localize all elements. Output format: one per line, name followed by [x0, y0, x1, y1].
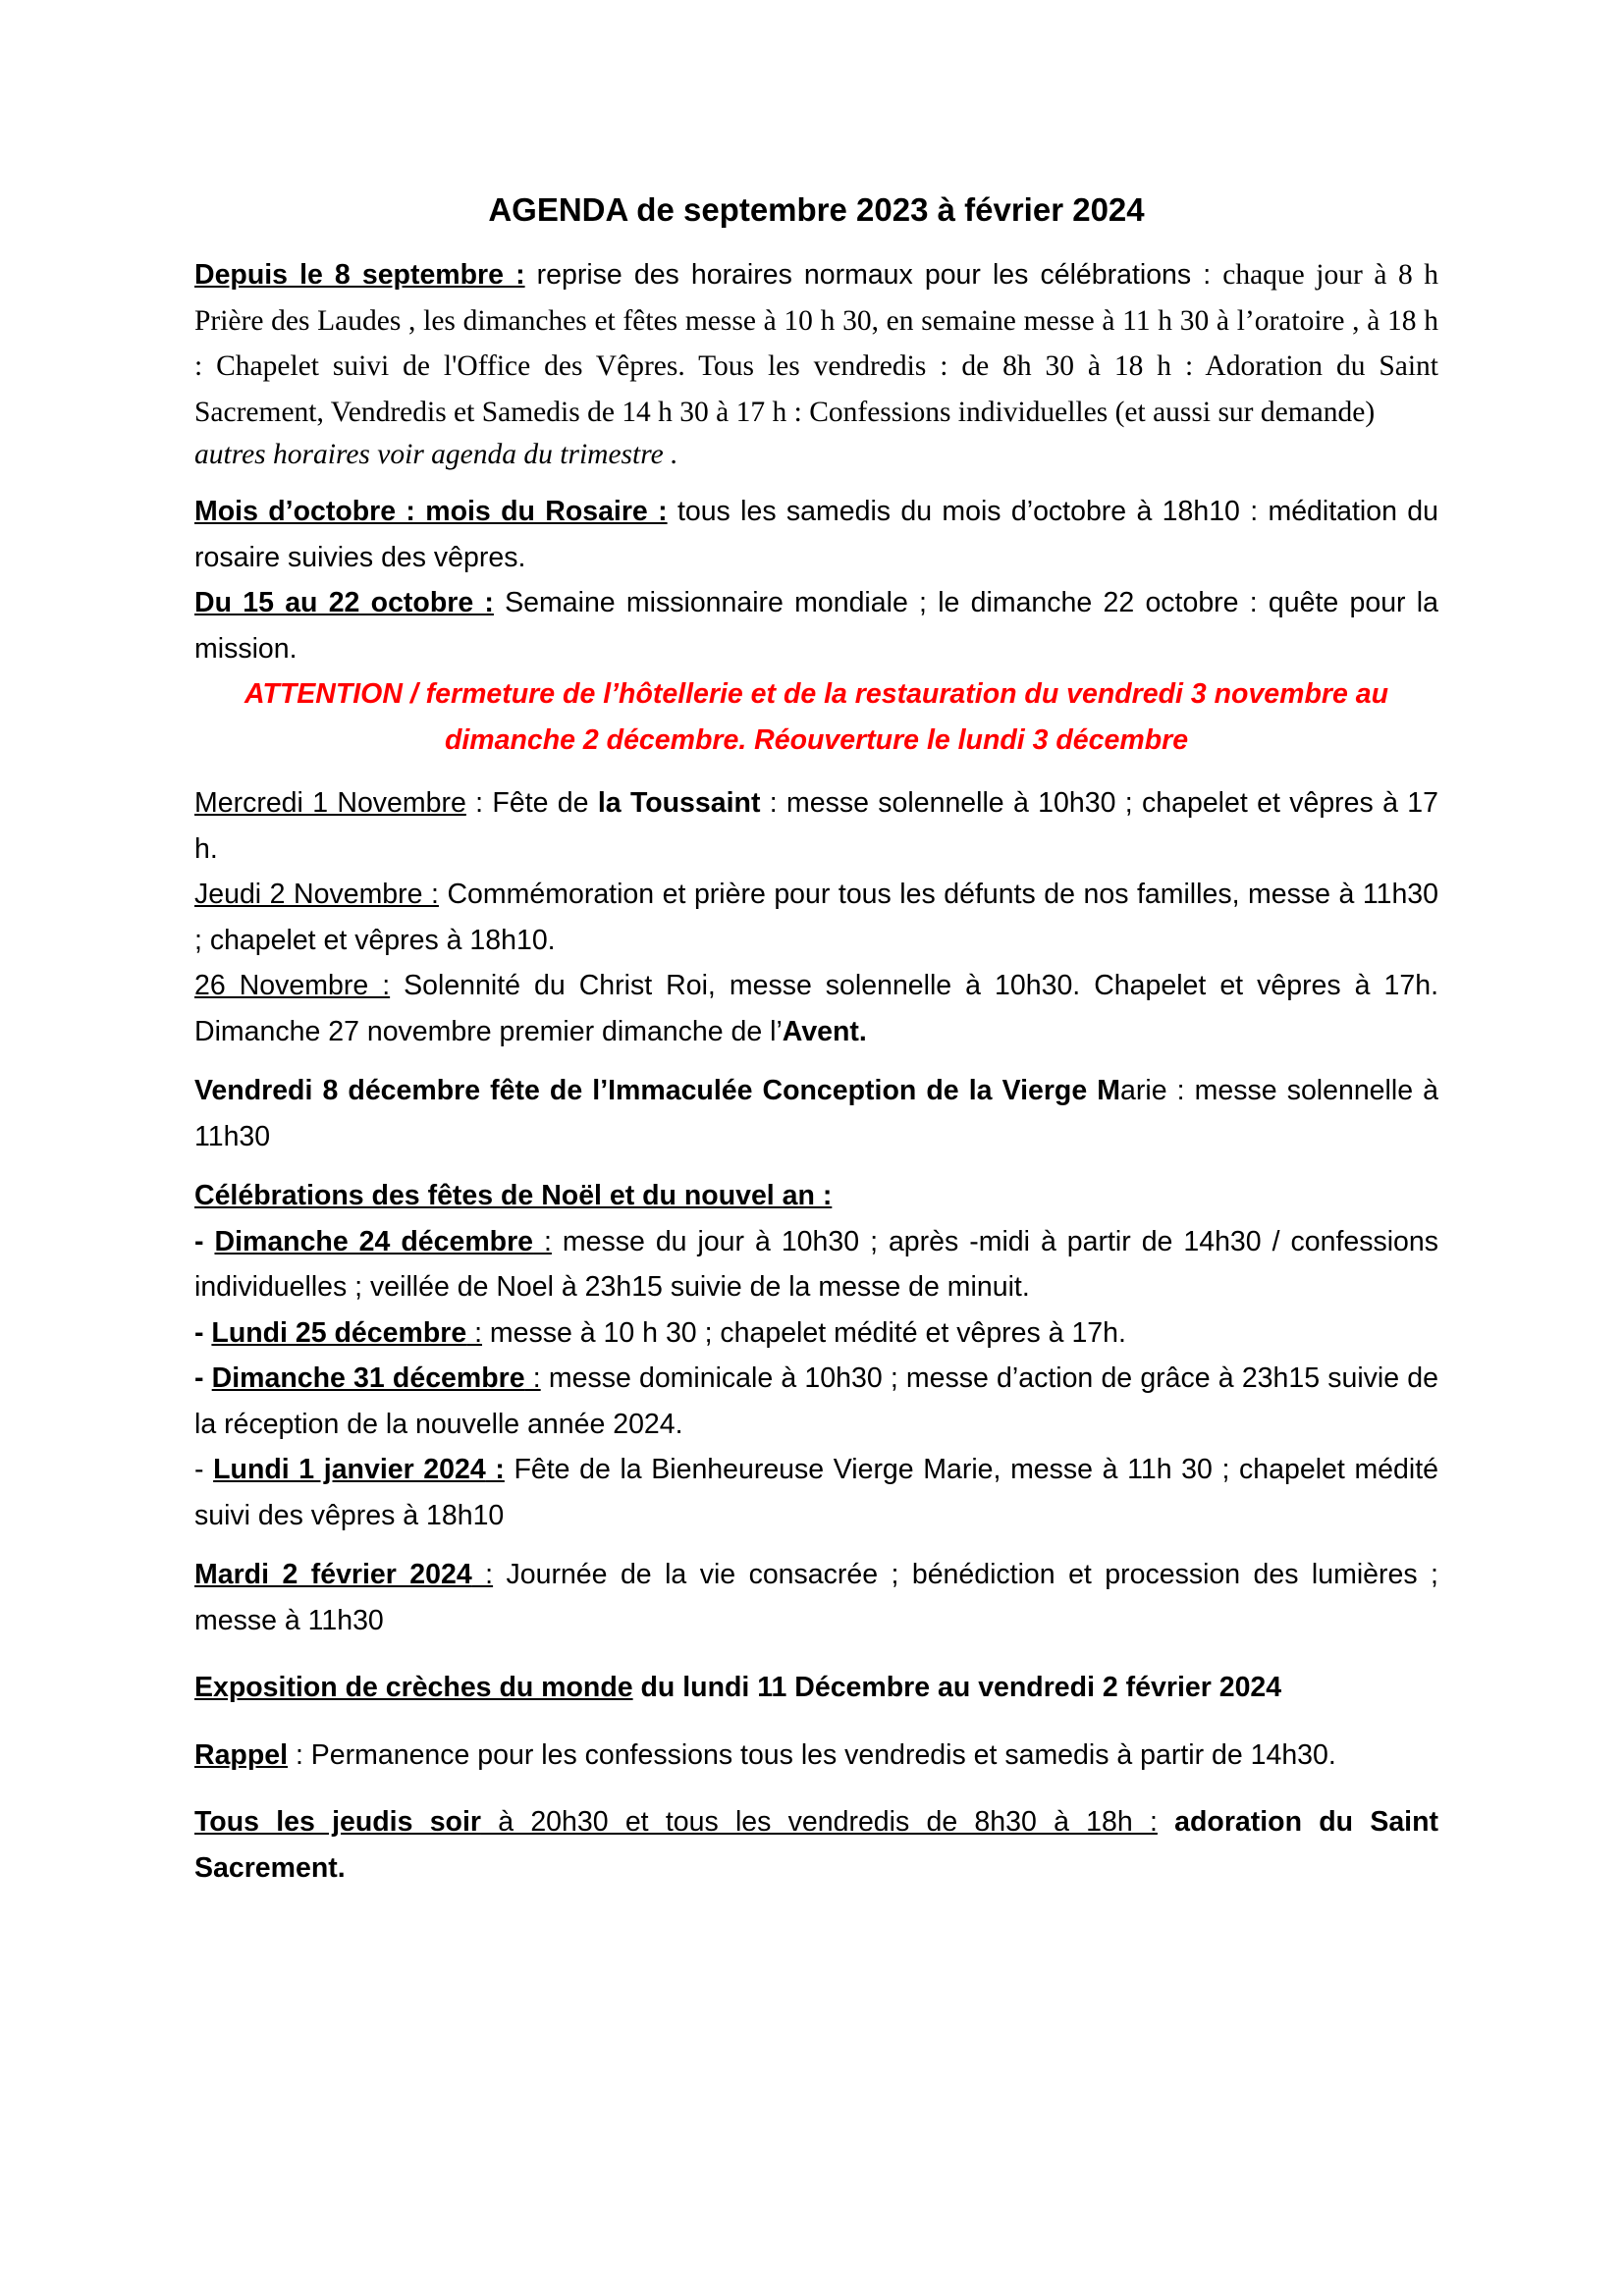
jeudis-text: à 20h30 et tous les vendredis de 8h30 à 18h :: [480, 1806, 1158, 1838]
defunts-paragraph: [194, 872, 1438, 963]
toussaint-paragraph: [194, 780, 1438, 872]
noel-item-sep: :: [524, 1362, 541, 1394]
creches-paragraph: [194, 1665, 1438, 1711]
september-schedule: chaque jour à 8 h Prière des Laudes , les dimanches et fêtes messe à 10 h 30, en semaine messe à 11 h 30 à l’oratoire , à 18 h : Chapelet suivi de l'Office des Vêpres. Tous les vendredis : de 8h 30 à 18 h : Adoration du Saint Sacrement, Vendredis et Samedis de 14 h 30 à 17 h : Confessions individuelles (et aussi sur demande): [194, 259, 1438, 428]
october-paragraph: [194, 489, 1438, 580]
noel-item-text: messe du jour à 10h30 ; après -midi à partir de 14h30 / confessions individuelles ; veillée de Noel à 23h15 suivie de la messe de minuit.: [194, 1225, 1439, 1303]
noel-item: [194, 1219, 1438, 1310]
page-title: AGENDA de septembre 2023 à février 2024: [488, 191, 1145, 228]
september-note: autres horaires voir agenda du trimestre .: [194, 439, 678, 470]
mission-label: Du 15 au 22 octobre :: [194, 587, 494, 618]
jeudis-paragraph: [194, 1799, 1438, 1891]
immaculee-paragraph: [194, 1068, 1438, 1159]
defunts-label: Jeudi 2 Novembre :: [194, 879, 439, 910]
jeudis-label: Tous les jeudis soir: [194, 1806, 481, 1838]
noel-item: [194, 1356, 1438, 1447]
noel-item-label: Dimanche 31 décembre: [211, 1362, 525, 1394]
september-paragraph: [194, 252, 1438, 435]
christ-roi-paragraph: [194, 963, 1438, 1054]
noel-item: [194, 1310, 1438, 1357]
fevrier-text: Journée de la vie consacrée ; bénédiction et procession des lumières ; messe à 11h30: [194, 1559, 1438, 1636]
adoration-label: adoration du Saint Sacrement.: [194, 1806, 1438, 1884]
immaculee-text: arie : messe solennelle à 11h30: [194, 1075, 1438, 1152]
noel-item-sep: :: [466, 1316, 483, 1349]
rappel-text: : Permanence pour les confessions tous les vendredis et samedis à partir de 14h30.: [288, 1738, 1336, 1771]
christ-roi-text: Solennité du Christ Roi, messe solennelle à 10h30. Chapelet et vêpres à 17h. Dimanche 27 novembre premier dimanche de l’: [194, 970, 1439, 1047]
noel-item-label: Lundi 1 janvier 2024: [213, 1454, 486, 1485]
noel-item-sep: :: [485, 1454, 505, 1485]
noel-item-dash: -: [194, 1454, 214, 1485]
noel-item-label: Dimanche 24 décembre: [214, 1225, 534, 1257]
agenda-page: [194, 191, 1438, 1891]
immaculee-label: Vendredi 8 décembre fête de l’Immaculée Conception de la Vierge M: [194, 1075, 1121, 1106]
closure-notice-line1: ATTENTION / fermeture de l’hôtellerie et de la restauration du vendredi 3 novembre au: [243, 678, 1389, 710]
fevrier-paragraph: [194, 1552, 1438, 1643]
closure-notice-line2: dimanche 2 décembre. Réouverture le lundi 3 décembre: [444, 723, 1189, 756]
noel-item-label: Lundi 25 décembre: [211, 1316, 467, 1349]
september-label: Depuis le 8 septembre :: [194, 259, 525, 291]
fevrier-sep: :: [471, 1559, 494, 1590]
toussaint-name: la Toussaint: [597, 787, 761, 819]
rappel-paragraph: [194, 1733, 1438, 1779]
noel-item-sep: :: [533, 1225, 552, 1257]
noel-item-text: messe dominicale à 10h30 ; messe d’action de grâce à 23h15 suivie de la réception de la nouvelle année 2024.: [194, 1362, 1438, 1440]
avent-label: Avent.: [782, 1015, 867, 1047]
creches-text: du lundi 11 Décembre au vendredi 2 février 2024: [632, 1672, 1282, 1703]
noel-item: [194, 1447, 1438, 1538]
september-intro: reprise des horaires normaux pour les célébrations :: [524, 259, 1223, 291]
noel-item-text: Fête de la Bienheureuse Vierge Marie, messe à 11h 30 ; chapelet médité suivi des vêpres à 18h10: [194, 1454, 1438, 1531]
christ-roi-label: 26 Novembre :: [194, 970, 391, 1001]
noel-item-dash: -: [194, 1316, 212, 1349]
noel-heading: Célébrations des fêtes de Noël et du nouvel an :: [194, 1180, 833, 1211]
toussaint-text-b: : messe solennelle à 10h30 ; chapelet et vêpres à 17 h.: [194, 787, 1438, 865]
toussaint-text-a: : Fête de: [465, 787, 598, 819]
noel-item-dash: -: [194, 1225, 215, 1257]
mission-paragraph: [194, 580, 1438, 671]
october-text: tous les samedis du mois d’octobre à 18h10 : méditation du rosaire suivies des vêpres.: [194, 496, 1438, 573]
october-label: Mois d’octobre : mois du Rosaire :: [194, 496, 668, 527]
toussaint-label: Mercredi 1 Novembre: [194, 787, 466, 819]
noel-item-text: messe à 10 h 30 ; chapelet médité et vêpres à 17h.: [482, 1316, 1126, 1349]
noel-item-dash: -: [194, 1362, 212, 1394]
fevrier-label: Mardi 2 février 2024: [194, 1559, 472, 1590]
creches-label: Exposition de crèches du monde: [194, 1672, 633, 1703]
rappel-label: Rappel: [194, 1738, 289, 1771]
defunts-text: Commémoration et prière pour tous les défunts de nos familles, messe à 11h30 ; chapelet et vêpres à 18h10.: [194, 879, 1438, 956]
mission-text: Semaine missionnaire mondiale ; le dimanche 22 octobre : quête pour la mission.: [194, 587, 1438, 665]
